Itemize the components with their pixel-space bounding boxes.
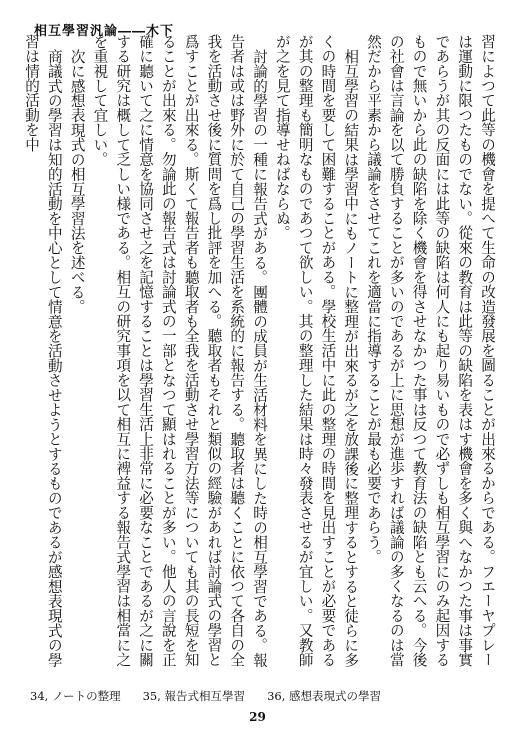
footnote: 36, 感想表現式の學習 <box>267 689 382 703</box>
footnote-list <box>30 688 500 704</box>
body-text <box>23 34 498 674</box>
paragraph: 討論的學習の一種に報告式がある。團體の成員が生活材料を異にした時の相互學習である。報告者は或は野外に於て自己の學習生活を系統的に報告する。聽取者は聽くことに依つて各自の全我を活動させ後に質問を爲し批評を加へる。聽取者もそれと類似の經驗があれば討論式の學習と爲すことが出來る。斯くて報告者も聽取者も全我を活動させ學習方法等についても其の長短を知ることが出來る。勿論此の報告式は討論式の一部となつて顯はれることが多い。他人の言說を正確に聽いて之に情意を協同させ之を記憶することは學習生活上非常に必要なことであるが之に關する研究は概して乏しい様である。相互の研究事項を以て相互に裨益する報告式學習は相當に之を重視して宜しい。 <box>91 34 269 667</box>
paragraph: 相互學習の結果は學習中にもノートに整理が出來るが之を放課後に整理するとすると徒らに多くの時間を要して困難することがある。學校生活中に此の整理の時間を見出すことが必要であるが其の整理も簡明なものであつて欲しい。其の整理した結果は時々發表させるが宜しい。又教師が之を見て指導せねばならぬ。 <box>273 34 360 667</box>
paragraph: 商議式の學習は知的活動を中心として情意を活動させようとするものであるが感想表現式の學習は情的活動を中 <box>23 34 63 667</box>
paragraph: 次に感想表現式の相互學習法を述べる。 <box>68 48 86 314</box>
footnote: 35, 報告式相互學習 <box>142 689 246 703</box>
page-number: 29 <box>249 710 266 724</box>
running-header: 相互學習汎論――木下 <box>34 24 175 39</box>
footnote: 34, ノートの整理 <box>30 689 121 703</box>
paragraph: 習によつて此等の機會を提へて生命の改造發展を圖ることが出來るからである。フエーヤプレーは運動に限つたものでない。從來の教育は此等の缺陷を表はす機會を多く與へなかつた事は事實であらうが其の反面には此等の缺陷は何人にも起り易いもので必ずしも相互學習にのみ起因するもので無いから此の缺陷を除く機會を得させなかつた事は反つて教育法の缺陷とも云へる。今後の社會は言論を以て勝負することが多いのであるが上に思想が進歩すれば議論の多くなるのは當然だから平素から議論をさせてこれを適當に指導することが最も必要であらう。 <box>365 34 496 667</box>
